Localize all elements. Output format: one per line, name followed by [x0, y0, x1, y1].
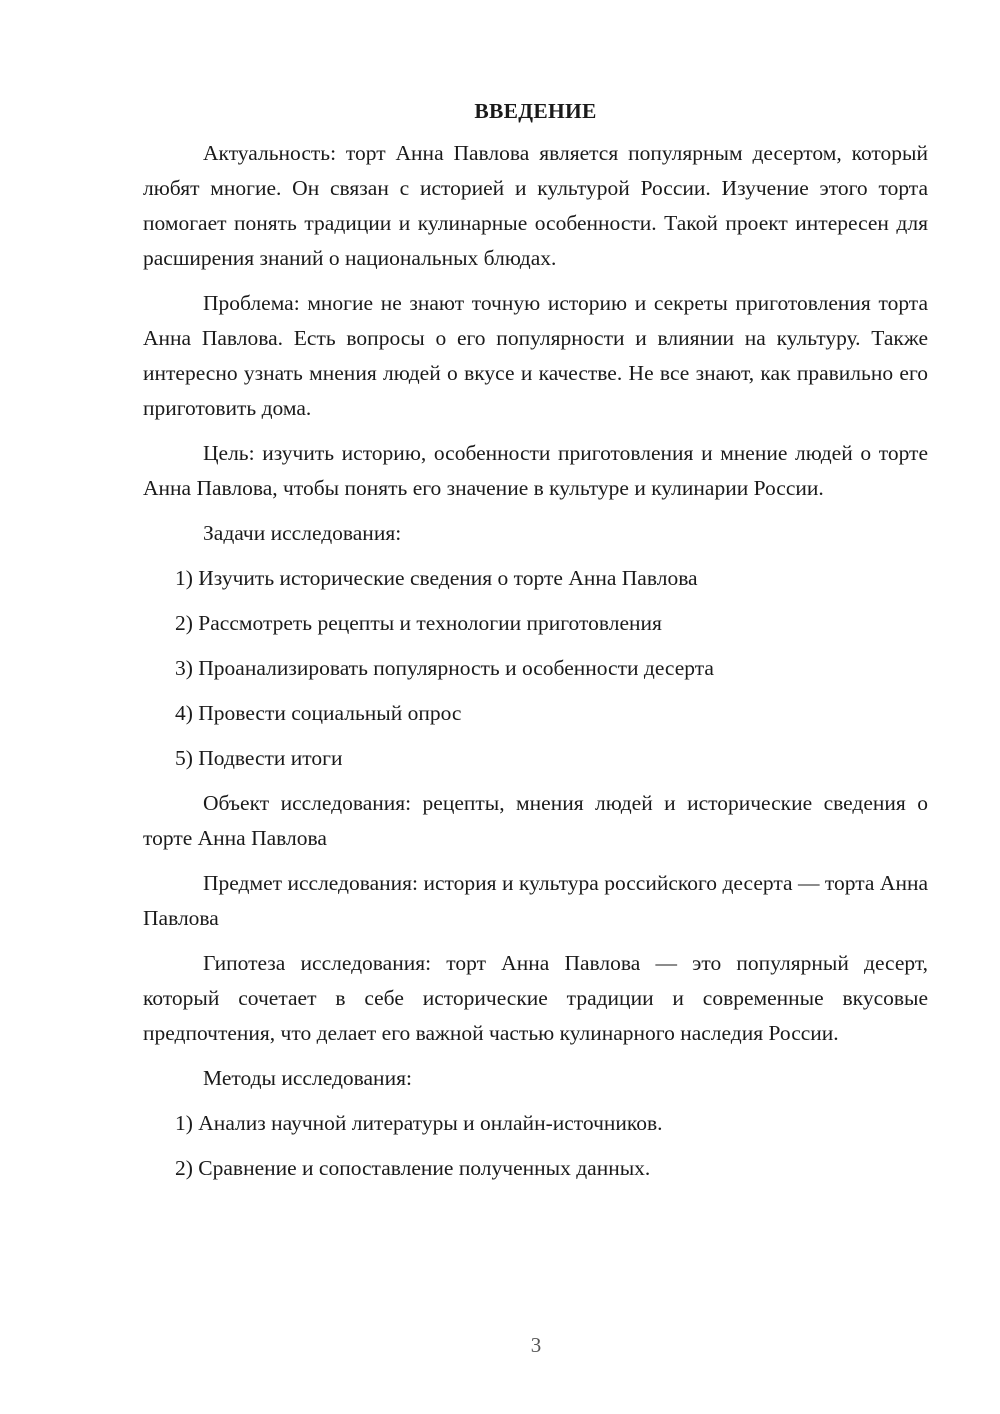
relevance-paragraph: Актуальность: торт Анна Павлова является популярным десертом, который любят многие. Он связан с историей и культурой России. Изучение этого торта помогает понять традиции и кулинарные особенности. Такой проект интересен для расширения знаний о национальных блюдах.: [143, 141, 928, 270]
document-page: [143, 96, 928, 1196]
task-item: 1) Изучить исторические сведения о торте Анна Павлова: [175, 566, 698, 590]
hypothesis-paragraph: Гипотеза исследования: торт Анна Павлова — это популярный десерт, который сочетает в себе исторические традиции и современные вкусовые предпочтения, что делает его важной частью кулинарного наследия России.: [143, 951, 928, 1045]
methods-heading: Методы исследования:: [203, 1066, 412, 1090]
page-title: ВВЕДЕНИЕ: [474, 99, 597, 123]
task-item: 4) Провести социальный опрос: [175, 701, 462, 725]
method-item: 2) Сравнение и сопоставление полученных данных.: [175, 1156, 651, 1180]
page-number: 3: [530, 1333, 542, 1357]
method-item: 1) Анализ научной литературы и онлайн-источников.: [175, 1111, 663, 1135]
goal-paragraph: Цель: изучить историю, особенности приготовления и мнение людей о торте Анна Павлова, чтобы понять его значение в культуре и кулинарии России.: [143, 441, 928, 500]
subject-paragraph: Предмет исследования: история и культура российского десерта — торта Анна Павлова: [143, 871, 928, 930]
object-paragraph: Объект исследования: рецепты, мнения людей и исторические сведения о торте Анна Павлова: [143, 791, 928, 850]
task-item: 5) Подвести итоги: [175, 746, 343, 770]
problem-paragraph: Проблема: многие не знают точную историю и секреты приготовления торта Анна Павлова. Есть вопросы о его популярности и влиянии на культуру. Также интересно узнать мнения людей о вкусе и качестве. Не все знают, как правильно его приготовить дома.: [143, 291, 928, 420]
tasks-heading: Задачи исследования:: [203, 521, 402, 545]
task-item: 3) Проанализировать популярность и особенности десерта: [175, 656, 714, 680]
task-item: 2) Рассмотреть рецепты и технологии приготовления: [175, 611, 662, 635]
